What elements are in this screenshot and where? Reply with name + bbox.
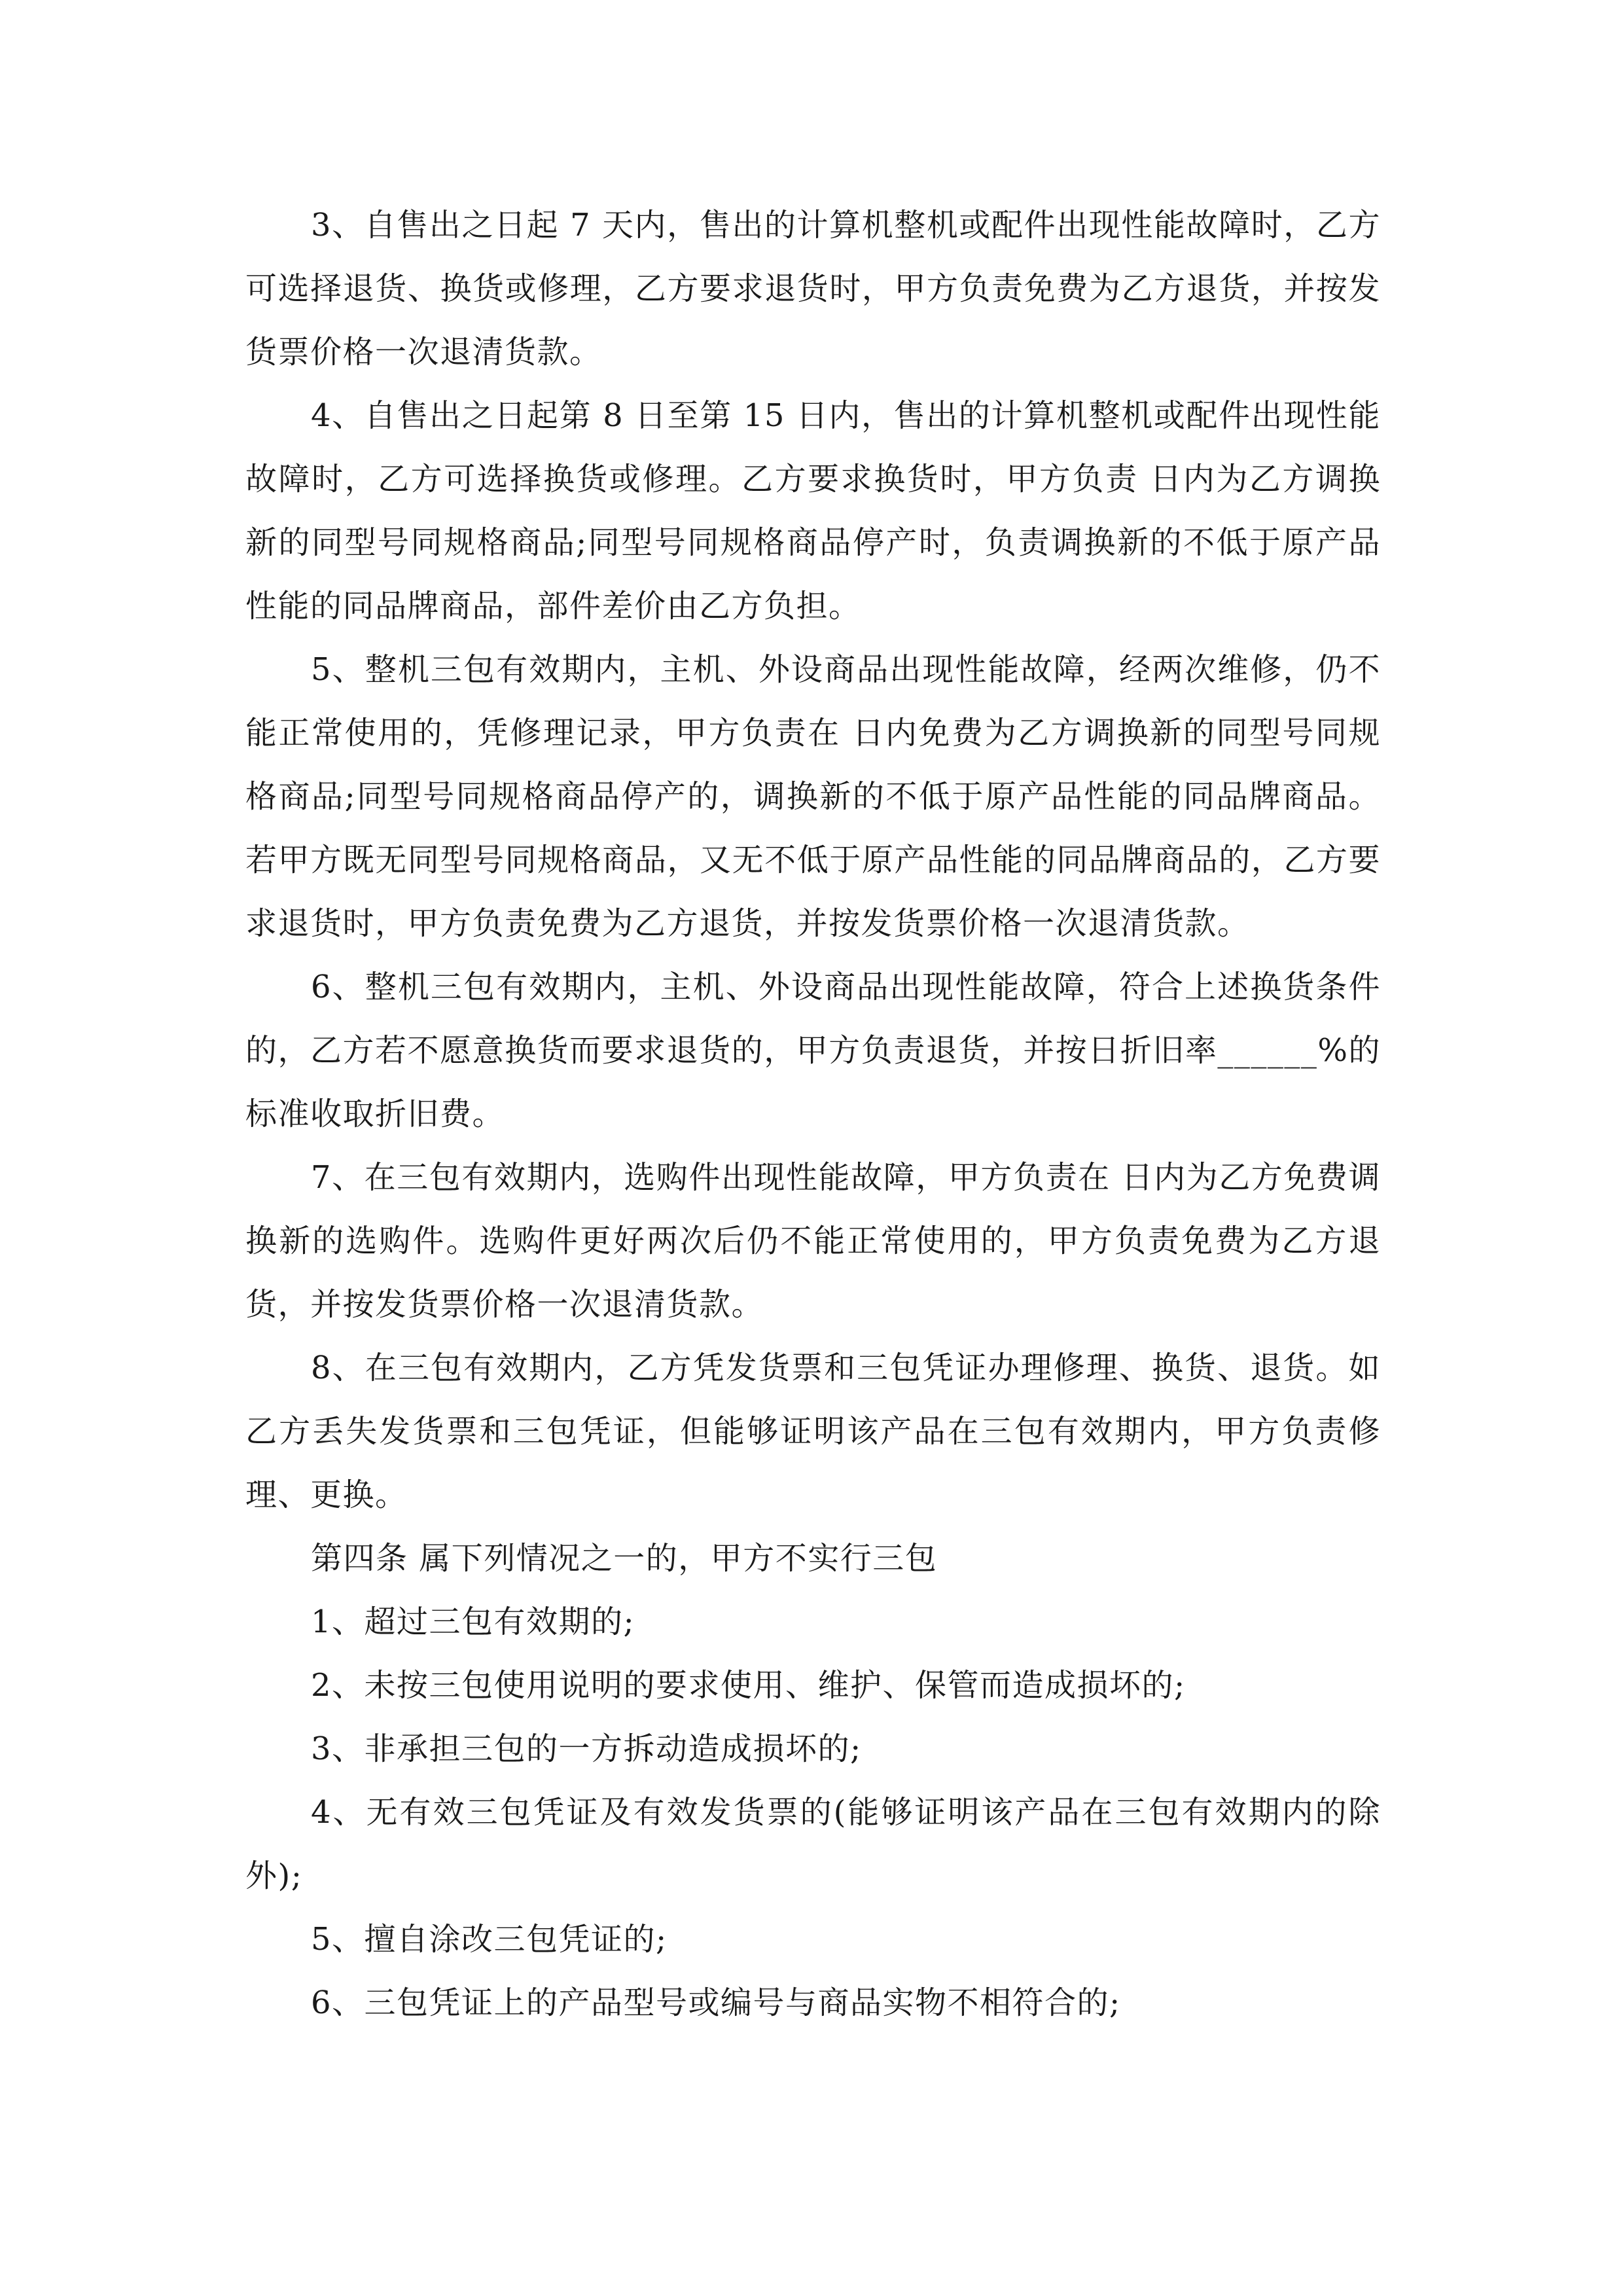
paragraph-clause-5: 5、整机三包有效期内，主机、外设商品出现性能故障，经两次维修，仍不能正常使用的，凭修理记录，甲方负责在 日内免费为乙方调换新的同型号同规格商品;同型号同规格商品停产的，调换新的不低于原产品性能的同品牌商品。若甲方既无同型号同规格商品，又无不低于原产品性能的同品牌商品的，乙方要求退货时，甲方负责免费为乙方退货，并按发货票价格一次退清货款。 — [245, 651, 1381, 942]
exclusion-item-3: 3、非承担三包的一方拆动造成损坏的; — [311, 1731, 862, 1767]
exclusion-item-6: 6、三包凭证上的产品型号或编号与商品实物不相符合的; — [311, 1984, 1121, 2021]
exclusion-item-5: 5、擅自涂改三包凭证的; — [311, 1921, 668, 1958]
paragraph-clause-3: 3、自售出之日起 7 天内，售出的计算机整机或配件出现性能故障时，乙方可选择退货、换货或修理，乙方要求退货时，甲方负责免费为乙方退货，并按发货票价格一次退清货款。 — [245, 207, 1381, 370]
paragraph-clause-7: 7、在三包有效期内，选购件出现性能故障，甲方负责在 日内为乙方免费调换新的选购件。选购件更好两次后仍不能正常使用的，甲方负责免费为乙方退货，并按发货票价格一次退清货款。 — [245, 1159, 1381, 1323]
paragraph-clause-6: 6、整机三包有效期内，主机、外设商品出现性能故障，符合上述换货条件的，乙方若不愿意换货而要求退货的，甲方负责退货，并按日折旧率______%的标准收取折旧费。 — [245, 969, 1381, 1132]
exclusion-item-1: 1、超过三包有效期的; — [311, 1604, 635, 1640]
paragraph-clause-8: 8、在三包有效期内，乙方凭发货票和三包凭证办理修理、换货、退货。如乙方丢失发货票和三包凭证，但能够证明该产品在三包有效期内，甲方负责修理、更换。 — [245, 1350, 1381, 1513]
exclusion-item-2: 2、未按三包使用说明的要求使用、维护、保管而造成损坏的; — [311, 1667, 1186, 1704]
article-four-heading: 第四条 属下列情况之一的，甲方不实行三包 — [311, 1540, 938, 1577]
paragraph-clause-4: 4、自售出之日起第 8 日至第 15 日内，售出的计算机整机或配件出现性能故障时，乙方可选择换货或修理。乙方要求换货时，甲方负责 日内为乙方调换新的同型号同规格商品;同型号同规格商品停产时，负责调换新的不低于原产品性能的同品牌商品，部件差价由乙方负担。 — [245, 397, 1381, 624]
document-body — [245, 194, 1381, 2035]
exclusion-item-4: 4、无有效三包凭证及有效发货票的(能够证明该产品在三包有效期内的除外); — [245, 1794, 1381, 1894]
